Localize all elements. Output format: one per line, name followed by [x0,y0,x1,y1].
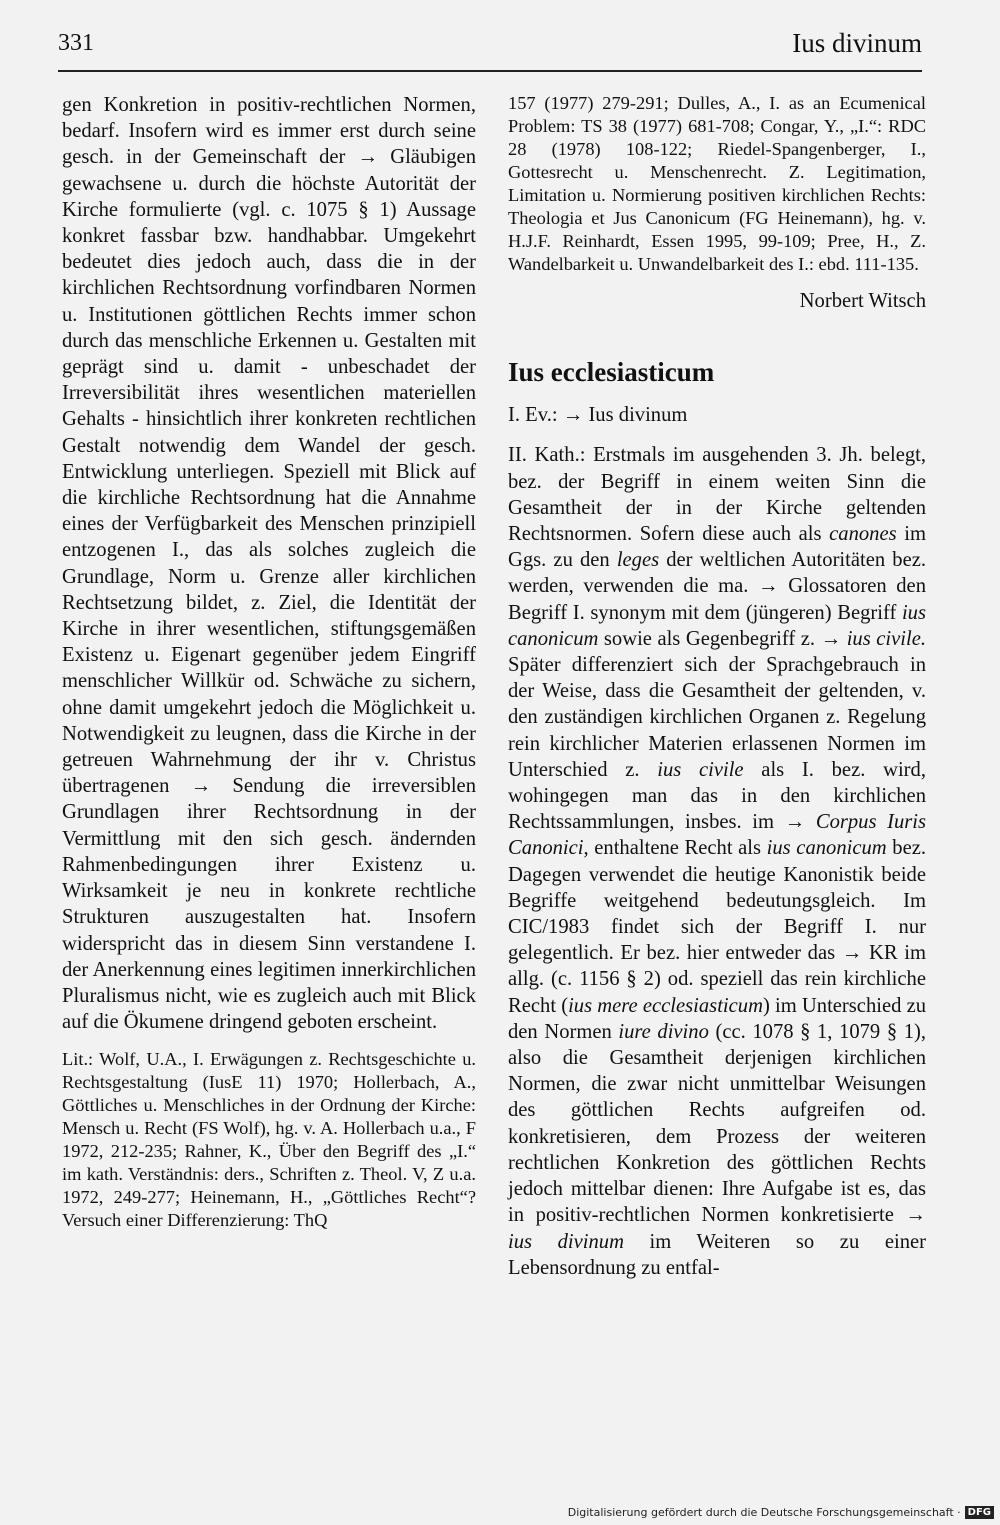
left-column [62,92,476,1232]
literature-paragraph: Lit.: Wolf, U.A., I. Erwägungen z. Rechtsgeschichte u. Rechtsgestaltung (IusE 11) 1970; Hollerbach, A., Göttliches u. Menschliches in der Ordnung der Kirche: Mensch u. Recht (FS Wolf), hg. v. A. Hollerbach u.a., F 1972, 212-235; Rahner, K., Über den Begriff des „I.“ im kath. Verständnis: ders., Schriften z. Theol. V, Z u.a. 1972, 249-277; Heinemann, H., „Göttliches Recht“? Versuch einer Differenzierung: ThQ [62,1049,476,1231]
credit-text: Digitalisierung gefördert durch die Deutsche Forschungsgemeinschaft · [567,1506,961,1519]
dfg-logo: DFG [965,1506,994,1519]
cross-reference-line: I. Ev.: → Ius divinum [508,404,688,427]
kath-paragraph: II. Kath.: Erstmals im ausgehenden 3. Jh. belegt, bez. der Begriff in einem weiten Sinn die Gesamtheit der in der Kirche geltenden Rechtsnormen. Sofern diese auch als canones im Ggs. zu den leges der weltlichen Autoritäten bez. werden, verwenden die ma. → Glossatoren den Begriff I. synonym mit dem (jüngeren) Begriff ius canonicum sowie als Gegenbegriff z. → ius civile. Später differenziert sich der Sprachgebrauch in der Weise, dass die Gesamtheit der geltenden, v. den zuständigen kirchlichen Organen z. Regelung rein kirchlicher Materien erlassenen Normen im Unterschied z. ius civile als I. bez. wird, wohingegen man das in den kirchlichen Rechtssammlungen, insbes. im → Corpus Iuris Canonici, enthaltene Recht als ius canonicum bez. Dagegen verwendet die heutige Kanonistik beide Begriffe weitgehend bedeutungsgleich. Im CIC/1983 findet sich der Begriff I. nur gelegentlich. Er bez. hier entweder das → KR im allg. (c. 1156 § 2) od. speziell das rein kirchliche Recht (ius mere ecclesiasticum) im Unterschied zu den Normen iure divino (cc. 1078 § 1, 1079 § 1), also die Gesamtheit derjenigen kirchlichen Normen, die zwar nicht unmittelbar Weisungen des göttlichen Rechts aufgreifen od. konkretisieren, dem Prozess der weiteren rechtlichen Konkretion des göttlichen Rechts jedoch mittelbar dienen: Ihre Aufgabe ist es, das in positiv-rechtlichen Normen konkretisierte → ius divinum im Weiteren so zu einer Lebensordnung zu entfal- [508,444,927,1279]
digitization-credit [568,1506,994,1519]
body-paragraph: gen Konkretion in positiv-rechtlichen Normen, bedarf. Insofern wird es immer erst durch seine gesch. in der Gemeinschaft der → Gläubigen gewachsene u. durch die höchste Autorität der Kirche formulierte (vgl. c. 1075 § 1) Aussage konkret fassbar bzw. handhabbar. Umgekehrt bedeutet dies jedoch auch, dass die in der kirchlichen Rechtsordnung vorfindbaren Normen u. Institutionen göttlichen Rechts immer schon durch das menschliche Erkennen u. Gestalten mit geprägt sind u. damit - unbeschadet der Irreversibilität ihres wesentlichen materiellen Gehalts - hinsichtlich ihrer konkreten rechtlichen Gestalt notwendig dem Wandel der gesch. Entwicklung unterliegen. Speziell mit Blick auf die kirchliche Rechtsordnung hat die Annahme eines der Verfügbarkeit des Menschen prinzipiell entzogenen I., das als solches zugleich die Grundlage, Norm u. Grenze aller kirchlichen Rechtsetzung bildet, z. Ziel, die Identität der Kirche in ihrer wesentlichen, stiftungsgemäßen Existenz u. Eigenart gegenüber jedem Eingriff menschlicher Willkür od. Schwäche zu sichern, ohne damit umgekehrt jedoch die Möglichkeit u. Notwendigkeit zu leugnen, dass die Kirche in der getreuen Wahrnehmung der ihr v. Christus übertragenen → Sendung die irreversiblen Grundlagen ihrer Rechtsordnung in der Vermittlung mit den sich gesch. ändernden Rahmenbedingungen ihrer Existenz u. Wirksamkeit je neu in konkrete rechtliche Strukturen auszugestalten hat. Insofern widerspricht das in diesem Sinn verstandene I. der Anerkennung eines legitimen innerkirchlichen Pluralismus nicht, wie es zugleich auch mit Blick auf die Ökumene dringend geboten erscheint. [62,94,476,1034]
header-rule [58,70,922,72]
entry-heading: Ius ecclesiasticum [508,357,715,388]
literature-continuation: 157 (1977) 279-291; Dulles, A., I. as an Ecumenical Problem: TS 38 (1977) 681-708; Congar, Y., „I.“: RDC 28 (1978) 108-122; Riedel-Spangenberger, I., Gottesrecht u. Menschenrecht. Z. Legitimation, Limitation u. Normierung positiven kirchlichen Rechts: Theologia et Jus Canonicum (FG Heinemann), hg. v. H.J.F. Reinhardt, Essen 1995, 99-109; Pree, H., Z. Wandelbarkeit u. Unwandelbarkeit des I.: ebd. 111-135. [508,93,926,274]
right-column [508,92,926,1281]
page-number: 331 [58,30,94,56]
running-title: Ius divinum [792,28,922,58]
author-signature: Norbert Witsch [799,290,926,312]
